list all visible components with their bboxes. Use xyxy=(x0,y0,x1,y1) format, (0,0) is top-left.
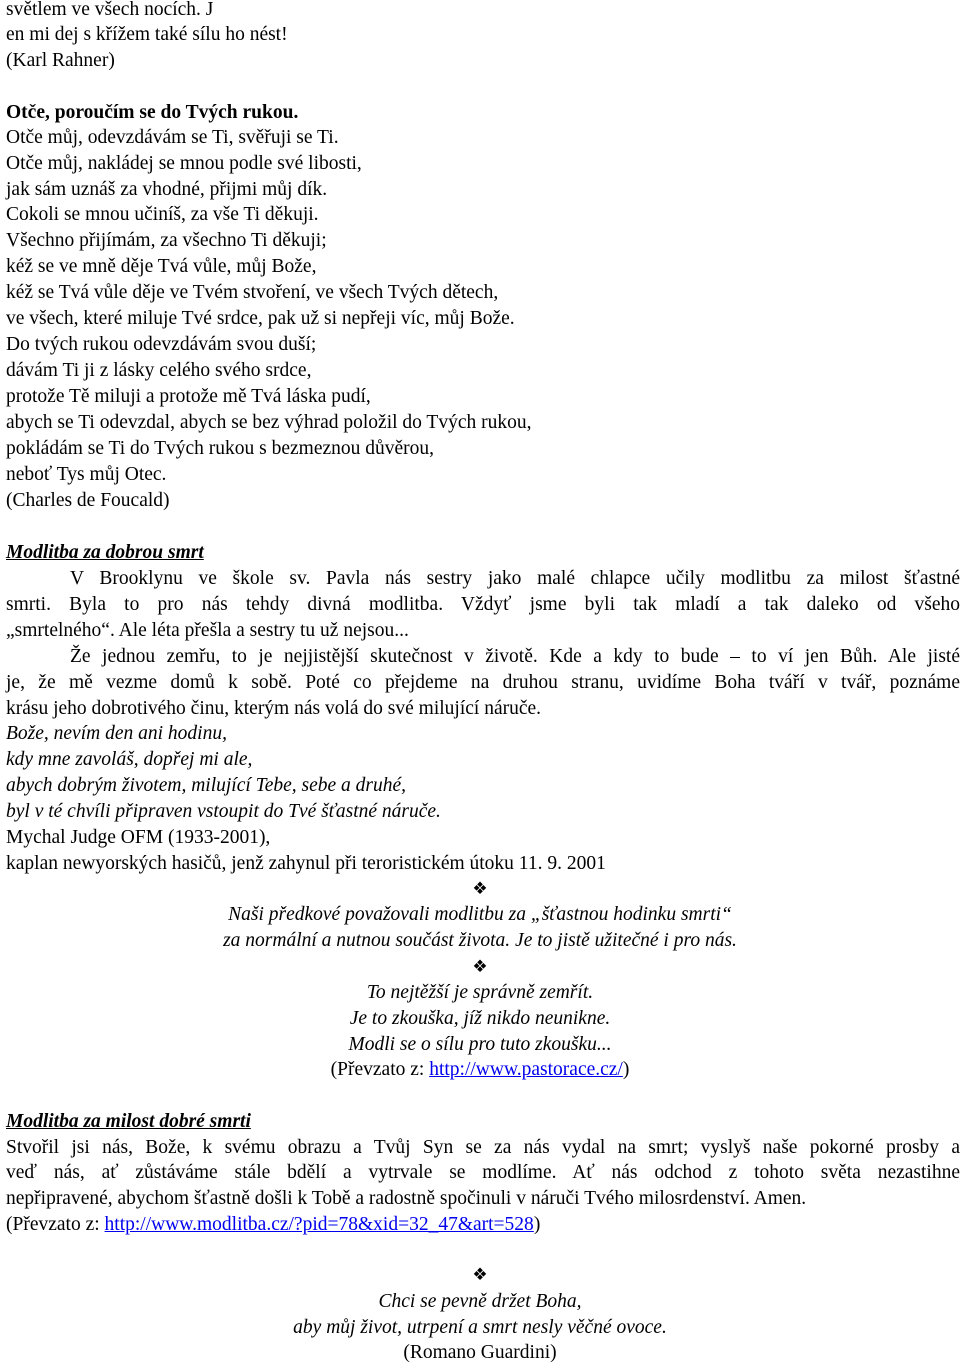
prayer-line: neboť Tys můj Otec. xyxy=(6,464,167,485)
paragraph-line: „smrtelného“. Ale léta přešla a sestry tu už nejsou... xyxy=(6,620,409,641)
source-line xyxy=(6,1212,960,1238)
attribution: Mychal Judge OFM (1933-2001), xyxy=(6,827,271,848)
attribution: kaplan newyorských hasičů, jenž zahynul při teroristickém útoku 11. 9. 2001 xyxy=(6,853,606,874)
section-heading: Modlitba za milost dobré smrti xyxy=(6,1111,251,1132)
attribution: (Charles de Foucald) xyxy=(6,490,170,511)
text-line: světlem ve všech nocích. J xyxy=(6,0,214,20)
paragraph-line: Stvořil jsi nás, Bože, k svému obrazu a Tvůj Syn se za nás vydal na smrt; vyslyš naše pokorné prosby a xyxy=(6,1137,960,1158)
prayer-line: Cokoli se mnou učiníš, za vše Ti děkuji. xyxy=(6,204,319,225)
paragraph-line: je, že mě vezme domů k sobě. Poté co přejdeme na druhou stranu, uvidíme Boha tváří v tvář, poznáme xyxy=(6,672,960,693)
ornament-icon: ❖ xyxy=(472,879,488,898)
prayer-line: protože Tě miluji a protože mě Tvá láska pudí, xyxy=(6,386,371,407)
ornament-icon: ❖ xyxy=(472,1265,488,1284)
prayer-line: Do tvých rukou odevzdávám svou duší; xyxy=(6,334,317,355)
prayer-line: dávám Ti ji z lásky celého svého srdce, xyxy=(6,360,312,381)
paragraph-line: veď nás, ať zůstáváme stále bdělí a vytrvale se modlíme. Ať nás odchod z tohoto světa nezastihne xyxy=(6,1162,960,1183)
source-prefix: (Převzato z: xyxy=(330,1059,430,1080)
prayer-line: jak sám uznáš za vhodné, přijmi můj dík. xyxy=(6,179,328,200)
text-line: en mi dej s křížem také sílu ho nést! xyxy=(6,24,288,45)
centered-line: aby můj život, utrpení a smrt nesly věčné ovoce. xyxy=(293,1317,667,1338)
source-suffix: ) xyxy=(533,1214,541,1235)
prayer-line: Otče můj, odevzdávám se Ti, svěřuji se Ti. xyxy=(6,127,339,148)
modlitba-link[interactable]: http://www.modlitba.cz/?pid=78&xid=32_47&art=528 xyxy=(104,1214,534,1235)
prayer-line: pokládám se Ti do Tvých rukou s bezmeznou důvěrou, xyxy=(6,438,435,459)
prayer-line: Všechno přijímám, za všechno Ti děkuji; xyxy=(6,230,327,251)
paragraph-line: V Brooklynu ve škole sv. Pavla nás sestry jako malé chlapce učily modlitbu za milost šťastné xyxy=(70,568,960,589)
attribution: (Romano Guardini) xyxy=(403,1342,557,1363)
centered-line: za normální a nutnou součást života. Je to jistě užitečné i pro nás. xyxy=(223,930,737,951)
centered-line: Modli se o sílu pro tuto zkoušku... xyxy=(348,1034,612,1055)
prayer-line: abych se Ti odevzdal, abych se bez výhrad položil do Tvých rukou, xyxy=(6,412,532,433)
paragraph-line: krásu jeho dobrotivého činu, kterým nás volá do své milující náruče. xyxy=(6,698,542,719)
pastorace-link[interactable]: http://www.pastorace.cz/ xyxy=(429,1059,623,1080)
source-suffix: ) xyxy=(622,1059,630,1080)
section-heading: Modlitba za dobrou smrt xyxy=(6,542,204,563)
source-prefix: (Převzato z: xyxy=(6,1214,105,1235)
centered-line: Naši předkové považovali modlitbu za „šťastnou hodinku smrti“ xyxy=(228,904,732,925)
ornament-icon: ❖ xyxy=(472,957,488,976)
poem-line: byl v té chvíli připraven vstoupit do Tvé šťastné náruče. xyxy=(6,801,441,822)
paragraph-line: Že jednou zemřu, to je nejjistější skutečnost v životě. Kde a kdy to bude – to ví jen Bůh. Ale jisté xyxy=(70,646,960,667)
prayer-title: Otče, poroučím se do Tvých rukou. xyxy=(6,102,299,123)
poem-line: kdy mne zavoláš, dopřej mi ale, xyxy=(6,749,253,770)
centered-line: Je to zkouška, jíž nikdo neunikne. xyxy=(349,1008,611,1029)
prayer-line: ve všech, které miluje Tvé srdce, pak už si nepřeji víc, můj Bože. xyxy=(6,308,515,329)
prayer-line: kéž se ve mně děje Tvá vůle, můj Bože, xyxy=(6,256,317,277)
poem-line: abych dobrým životem, milující Tebe, sebe a druhé, xyxy=(6,775,407,796)
prayer-line: kéž se Tvá vůle děje ve Tvém stvoření, ve všech Tvých dětech, xyxy=(6,282,499,303)
prayer-line: Otče můj, nakládej se mnou podle své libosti, xyxy=(6,153,362,174)
poem-line: Bože, nevím den ani hodinu, xyxy=(6,723,227,744)
source-line xyxy=(0,1057,960,1083)
paragraph-line: smrti. Byla to pro nás tehdy divná modlitba. Vždyť jsme byli tak mladí a tak daleko od všeho xyxy=(6,594,960,615)
centered-line: Chci se pevně držet Boha, xyxy=(378,1291,582,1312)
paragraph-line: nepřipravené, abychom šťastně došli k Tobě a radostně spočinuli v náruči Tvého milosrdenství. Amen. xyxy=(6,1188,807,1209)
attribution: (Karl Rahner) xyxy=(6,50,115,71)
centered-line: To nejtěžší je správně zemřít. xyxy=(366,982,594,1003)
